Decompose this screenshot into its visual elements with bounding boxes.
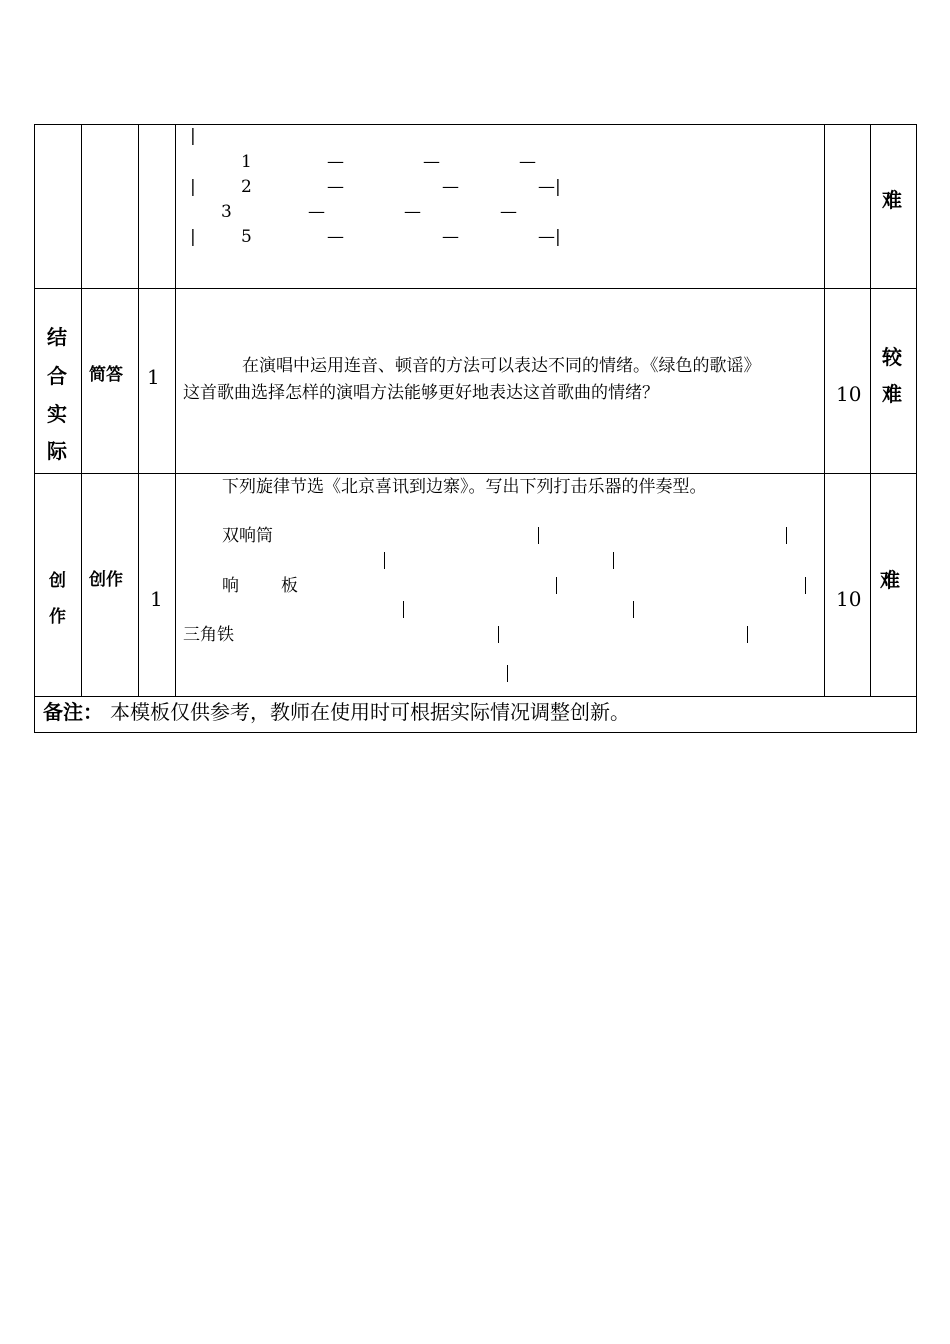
instrument-ban: 板 [281,576,298,596]
row3-category-char: 创 [49,571,66,591]
row-divider-2 [35,473,916,474]
measure-bar [538,527,539,544]
row2-category-char: 合 [47,364,67,388]
notation-end-bar: —| [538,227,561,247]
col-divider-1 [81,125,82,696]
notation-note-2: 2 [241,177,252,197]
measure-bar [556,577,557,594]
question-table [34,124,917,733]
notation-dash: — [308,202,325,222]
notation-dash: — [423,152,440,172]
row3-count: 1 [150,587,163,611]
row2-category-char: 结 [47,325,67,349]
row2-question-line2: 这首歌曲选择怎样的演唱方法能够更好地表达这首歌曲的情绪？ [183,383,659,403]
row2-question-line1: 在演唱中运用连音、顿音的方法可以表达不同的情绪。《绿色的歌谣》 [242,356,761,376]
notation-end-bar: —| [538,177,561,197]
measure-bar [633,601,634,618]
notation-dash: — [442,177,459,197]
notation-dash: — [500,202,517,222]
measure-bar [384,552,385,569]
notation-bar: | [190,126,196,146]
notation-note-1: 1 [241,152,252,172]
measure-bar [613,552,614,569]
measure-bar [403,601,404,618]
instrument-shuangxiangtong: 双响筒 [222,526,273,546]
row2-category-char: 实 [47,402,67,426]
col-divider-3 [175,125,176,696]
notation-note-5: 5 [241,227,252,247]
row2-difficulty-char: 较 [882,345,902,369]
row2-difficulty-char: 难 [882,382,902,406]
notation-dash: — [327,152,344,172]
row3-intro: 下列旋律节选《北京喜讯到边寨》。写出下列打击乐器的伴奏型。 [222,477,707,497]
row3-category-char: 作 [49,607,66,627]
notation-bar: | [190,177,196,197]
measure-bar [747,626,748,643]
col-divider-2 [138,125,139,696]
instrument-sanjiaotie: 三角铁 [183,625,234,645]
row2-count: 1 [147,365,160,389]
row1-difficulty: 难 [882,188,902,212]
row3-type: 创作 [89,570,123,590]
row2-category-char: 际 [47,439,67,463]
measure-bar [786,527,787,544]
notation-dash: — [442,227,459,247]
notation-note-3: 3 [221,202,232,222]
measure-bar [507,665,508,682]
row3-difficulty: 难 [880,568,900,592]
row-divider-1 [35,288,916,289]
instrument-xiang: 响 [222,576,239,596]
notation-bar: | [190,227,196,247]
col-divider-4 [824,125,825,696]
measure-bar [498,626,499,643]
notation-dash: — [519,152,536,172]
col-divider-5 [870,125,871,696]
row2-type: 简答 [89,365,123,385]
row2-score: 10 [836,382,862,406]
notation-dash: — [327,227,344,247]
note-text: 本模板仅供参考，教师在使用时可根据实际情况调整创新。 [110,700,630,724]
row3-score: 10 [836,587,862,611]
notation-dash: — [327,177,344,197]
notation-dash: — [404,202,421,222]
note-label: 备注： [43,700,103,724]
measure-bar [805,577,806,594]
row-divider-3 [35,696,916,697]
